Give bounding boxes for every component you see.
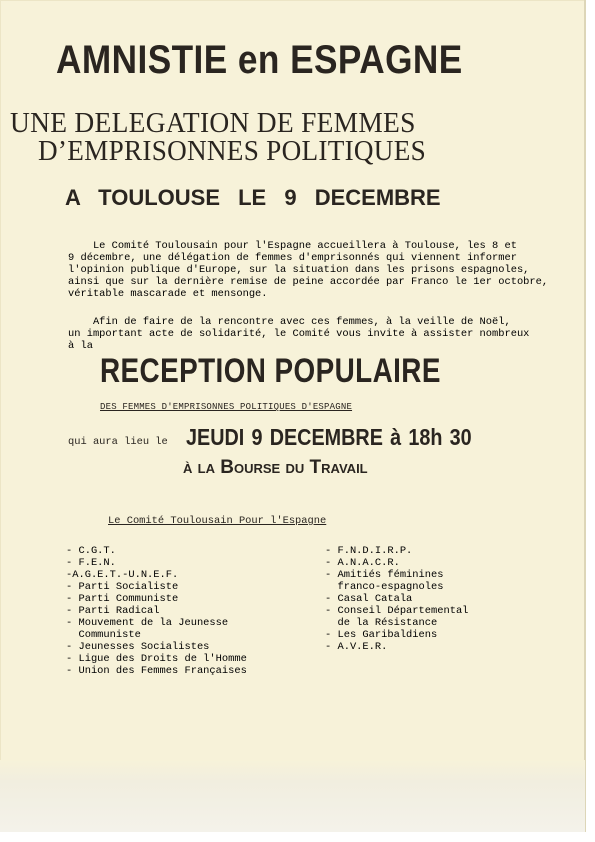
list-item: - Parti Socialiste	[66, 581, 179, 593]
paragraph-line: Afin de faire de la rencontre avec ces femmes, à la veille de Noël,	[68, 316, 511, 328]
paragraph-line: ainsi que sur la dernière remise de peine accordée par Franco le 1er octobre,	[68, 276, 549, 288]
sheet-edge	[584, 0, 586, 832]
event-location: à la Bourse du Travail	[183, 457, 368, 478]
list-item: - Union des Femmes Françaises	[66, 665, 247, 677]
poster-title: AMNISTIE en ESPAGNE	[56, 38, 463, 82]
list-item: de la Résistance	[325, 617, 438, 629]
list-item: -A.G.E.T.-U.N.E.F.	[66, 569, 179, 581]
paragraph-line: véritable mascarade et mensonge.	[68, 288, 268, 300]
list-item: - F.E.N.	[66, 557, 116, 569]
list-item: - F.N.D.I.R.P.	[325, 545, 413, 557]
organizations-list-left	[66, 545, 247, 677]
invitation-paragraph	[68, 316, 563, 352]
paragraph-line: Le Comité Toulousain pour l'Espagne accueillera à Toulouse, les 8 et	[68, 240, 517, 252]
sheet-bottom-strip	[0, 760, 585, 832]
list-item: - Jeunesses Socialistes	[66, 641, 210, 653]
organizations-list-right	[325, 545, 468, 653]
event-date-time: JEUDI 9 DECEMBRE à 18h 30	[186, 424, 472, 450]
list-item: - Ligue des Droits de l'Homme	[66, 653, 247, 665]
paragraph-line: un important acte de solidarité, le Comité vous invite à assister nombreux	[68, 328, 530, 340]
list-item: - Parti Communiste	[66, 593, 179, 605]
paragraph-line: l'opinion publique d'Europe, sur la situation dans les prisons espagnoles,	[68, 264, 530, 276]
list-item: - A.V.E.R.	[325, 641, 388, 653]
reception-subtitle: DES FEMMES D'EMPRISONNES POLITIQUES D'ESPAGNE	[100, 402, 353, 412]
committee-heading: Le Comité Toulousain Pour l'Espagne	[108, 515, 327, 527]
poster-subtitle-line1: UNE DELEGATION DE FEMMES	[10, 108, 416, 139]
poster-subtitle-line2: D’EMPRISONNES POLITIQUES	[38, 136, 426, 167]
list-item: - Les Garibaldiens	[325, 629, 438, 641]
list-item: Communiste	[66, 629, 141, 641]
list-item: franco-espagnoles	[325, 581, 444, 593]
list-item: - Parti Radical	[66, 605, 160, 617]
list-item: - Casal Catala	[325, 593, 413, 605]
intro-paragraph	[68, 240, 563, 300]
list-item: - Conseil Départemental	[325, 605, 469, 617]
paragraph-line: 9 décembre, une délégation de femmes d'emprisonnés qui viennent informer	[68, 252, 517, 264]
reception-title: RECEPTION POPULAIRE	[100, 352, 441, 390]
place-date-heading: A TOULOUSE LE 9 DECEMBRE	[65, 185, 441, 210]
event-when-prefix: qui aura lieu le	[68, 436, 168, 448]
paragraph-line: à la	[68, 340, 93, 352]
list-item: - Mouvement de la Jeunesse	[66, 617, 229, 629]
list-item: - Amitiés féminines	[325, 569, 444, 581]
list-item: - A.N.A.C.R.	[325, 557, 400, 569]
list-item: - C.G.T.	[66, 545, 116, 557]
